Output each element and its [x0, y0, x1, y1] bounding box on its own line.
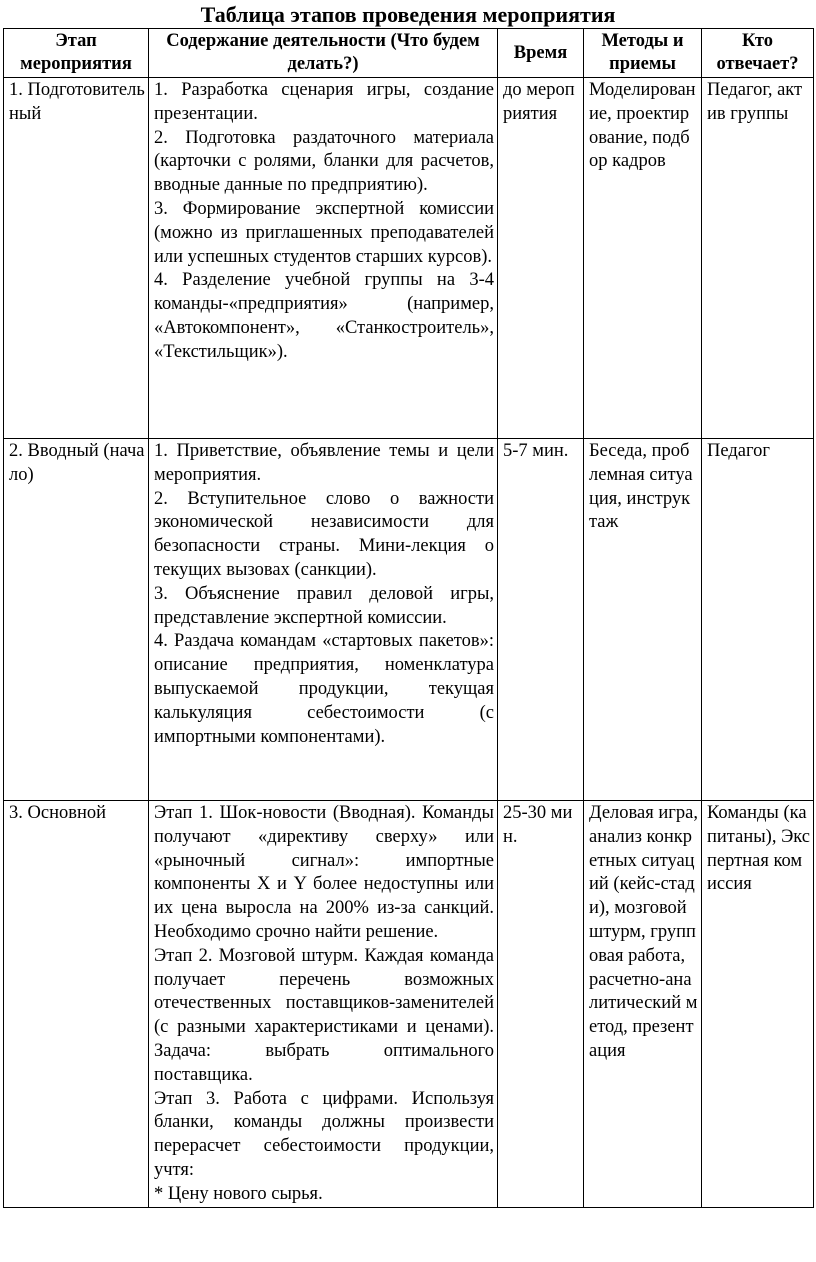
- table-row: [4, 801, 814, 1208]
- row-1-methods: Моделирование, проектирование, подбор кадров: [584, 78, 702, 439]
- row-3-content: [149, 801, 498, 1208]
- table-header-row: [4, 29, 814, 78]
- row-3-time: 25-30 мин.: [498, 801, 584, 1208]
- row-2-time: 5-7 мин.: [498, 439, 584, 801]
- stages-table: [3, 28, 814, 1208]
- row-3-item: Этап 1. Шок-новости (Вводная). Команды получают «директиву сверху» или «рыночный сигнал»: импортные компоненты X и Y более недоступны или их цена выросла на 200% из-за санкций. Необходимо срочно найти решение.: [154, 803, 494, 942]
- row-2-item: 1. Приветствие, объявление темы и цели мероприятия.: [154, 441, 494, 485]
- header-content: Содержание деятельности (Что будем делать?): [149, 29, 498, 78]
- table-row: [4, 439, 814, 801]
- row-1-content: [149, 78, 498, 439]
- row-1-item: 3. Формирование экспертной комиссии (можно из приглашенных преподавателей или успешных студентов старших курсов).: [154, 198, 494, 267]
- row-2-item: 4. Раздача командам «стартовых пакетов»: описание предприятия, номенклатура выпускаемой продукции, текущая калькуляция себестоимости (с импортными компонентами).: [154, 631, 494, 747]
- row-1-time: до мероприятия: [498, 78, 584, 439]
- row-1-stage: 1. Подготовительный: [4, 78, 149, 439]
- table-row: [4, 78, 814, 439]
- row-1-responsible: Педагог, актив группы: [702, 78, 814, 439]
- row-2-item: 3. Объяснение правил деловой игры, представление экспертной комиссии.: [154, 583, 494, 628]
- row-3-responsible: Команды (капитаны), Экспертная комиссия: [702, 801, 814, 1208]
- row-3-item: * Цену нового сырья.: [154, 1183, 323, 1204]
- row-3-stage: 3. Основной: [4, 801, 149, 1208]
- header-methods: Методы и приемы: [584, 29, 702, 78]
- row-1-item: 4. Разделение учебной группы на 3-4 команды-«предприятия» (например, «Автокомпонент», «Станкостроитель», «Текстильщик»).: [154, 270, 494, 362]
- row-3-item: Этап 2. Мозговой штурм. Каждая команда получает перечень возможных отечественных поставщиков-заменителей (с разными характеристиками и ценами). Задача: выбрать оптимального поставщика.: [154, 945, 494, 1085]
- header-stage: Этап мероприятия: [4, 29, 149, 78]
- row-2-item: 2. Вступительное слово о важности экономической независимости для безопасности страны. Мини-лекция о текущих вызовах (санкции).: [154, 488, 494, 580]
- row-3-methods: Деловая игра, анализ конкретных ситуаций (кейс-стади), мозговой штурм, групповая работа, расчетно-аналитический метод, презентация: [584, 801, 702, 1208]
- row-2-responsible: Педагог: [702, 439, 814, 801]
- header-time: Время: [498, 29, 584, 78]
- row-2-stage: 2. Вводный (начало): [4, 439, 149, 801]
- row-1-item: 2. Подготовка раздаточного материала (карточки с ролями, бланки для расчетов, вводные данные по предприятию).: [154, 127, 494, 196]
- row-2-methods: Беседа, проблемная ситуация, инструктаж: [584, 439, 702, 801]
- header-responsible: Кто отвечает?: [702, 29, 814, 78]
- document-title: Таблица этапов проведения мероприятия: [200, 2, 616, 27]
- row-3-item: Этап 3. Работа с цифрами. Используя бланки, команды должны произвести перерасчет себестоимости продукции, учтя:: [154, 1088, 494, 1180]
- row-2-content: [149, 439, 498, 801]
- row-1-item: 1. Разработка сценария игры, создание презентации.: [154, 80, 494, 124]
